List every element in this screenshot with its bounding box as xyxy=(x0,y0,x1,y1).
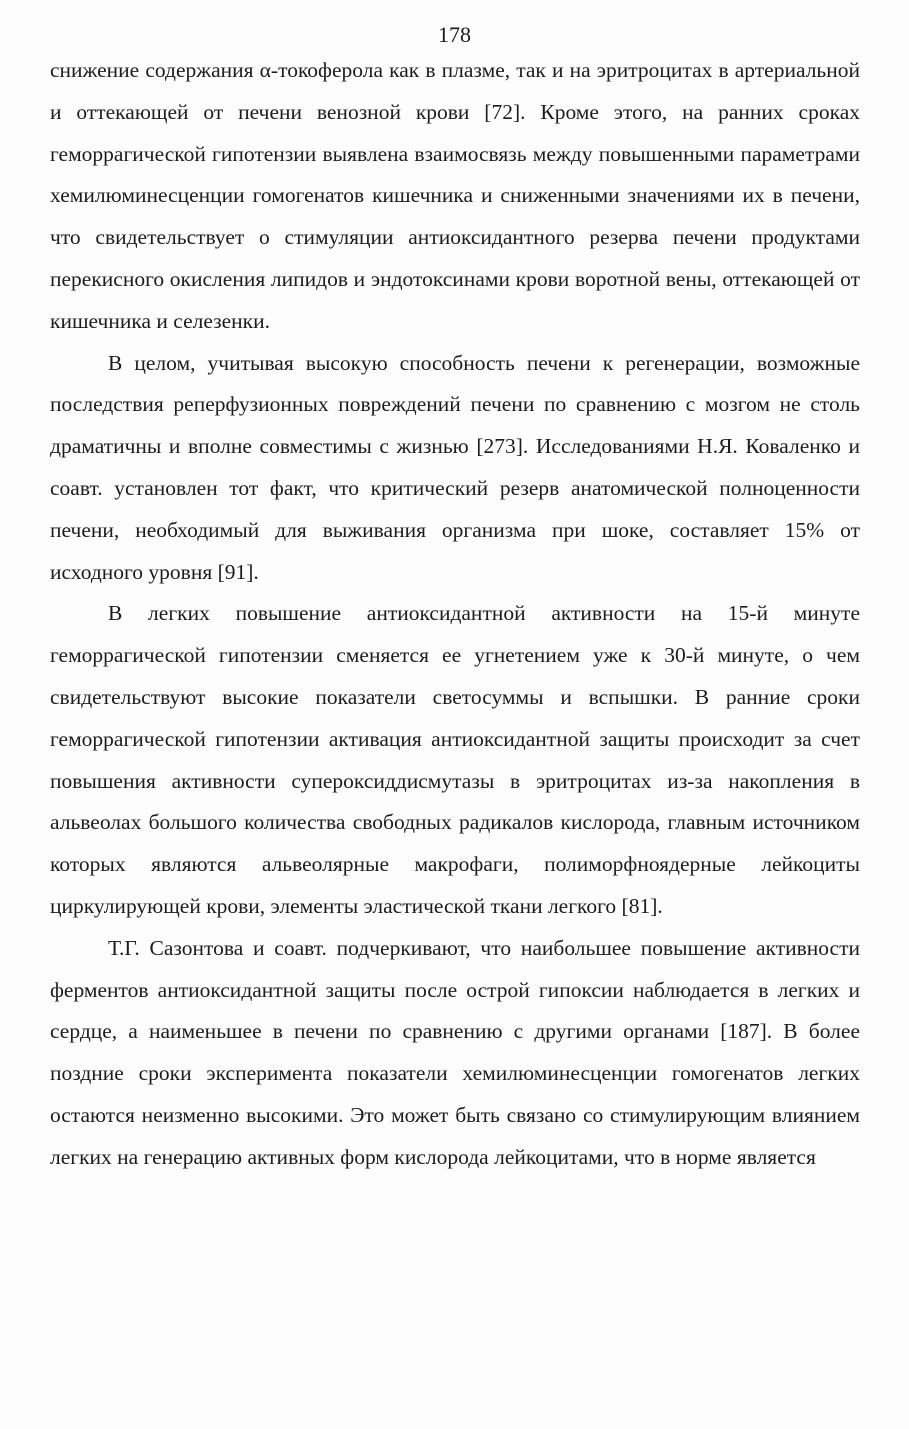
paragraph-1: снижение содержания α-токоферола как в плазме, так и на эритроцитах в артериальной и оттекающей от печени венозной крови [72]. Кроме этого, на ранних сроках геморрагической гипотензии выявлена взаимосвязь между повышенными параметрами хемилюминесценции гомогенатов кишечника и сниженными значениями их в печени, что свидетельствует о стимуляции антиоксидантного резерва печени продуктами перекисного окисления липидов и эндотоксинами крови воротной вены, оттекающей от кишечника и селезенки. xyxy=(50,58,860,333)
paragraph-2: В целом, учитывая высокую способность печени к регенерации, возможные последствия реперфузионных повреждений печени по сравнению с мозгом не столь драматичны и вполне совместимы с жизнью [273]. Исследованиями Н.Я. Коваленко и соавт. установлен тот факт, что критический резерв анатомической полноценности печени, необходимый для выживания организма при шоке, составляет 15% от исходного уровня [91]. xyxy=(50,350,860,584)
paragraph-3: В легких повышение антиоксидантной активности на 15-й минуте геморрагической гипотензии сменяется ее угнетением уже к 30-й минуте, о чем свидетельствуют высокие показатели светосуммы и вспышки. В ранние сроки геморрагической гипотензии активация антиоксидантной защиты происходит за счет повышения активности супероксиддисмутазы в эритроцитах из-за накопления в альвеолах большого количества свободных радикалов кислорода, главным источником которых являются альвеолярные макрофаги, полиморфноядерные лейкоциты циркулирующей крови, элементы эластической ткани легкого [81]. xyxy=(50,601,860,918)
paragraph-4: Т.Г. Сазонтова и соавт. подчеркивают, что наибольшее повышение активности ферментов антиоксидантной защиты после острой гипоксии наблюдается в легких и сердце, а наименьшее в печени по сравнению с другими органами [187]. В более поздние сроки эксперимента показатели хемилюминесценции гомогенатов легких остаются неизменно высокими. Это может быть связано со стимулирующим влиянием легких на генерацию активных форм кислорода лейкоцитами, что в норме является xyxy=(50,935,860,1169)
document-body xyxy=(50,50,860,1179)
page-number: 178 xyxy=(438,22,471,47)
